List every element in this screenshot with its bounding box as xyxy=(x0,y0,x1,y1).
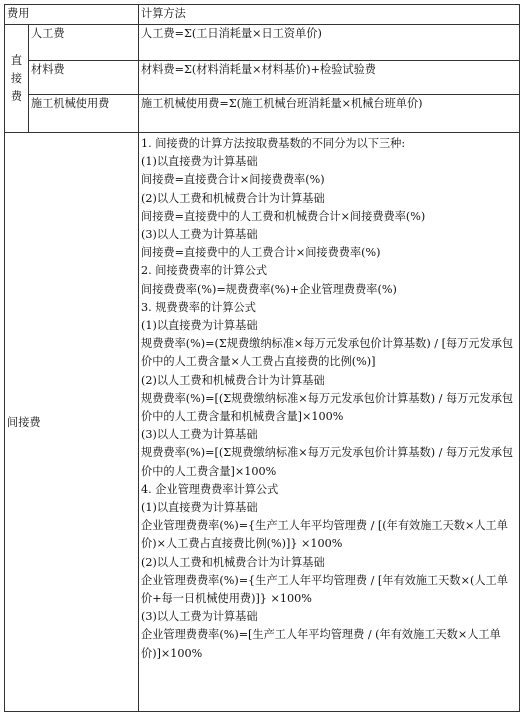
group-char: 费 xyxy=(10,89,23,103)
formula-line: 企业管理费费率(%)=[生产工人年平均管理费 / (年有效施工天数×人工单价)]×100% xyxy=(141,628,501,660)
formula-line: (1)以直接费为计算基础 xyxy=(141,155,258,169)
formula-line: 间接费=直接费中的人工费合计×间接费费率(%) xyxy=(141,246,381,260)
formula-line: (3)以人工费为计算基础 xyxy=(141,428,258,442)
row-name: 人工费 xyxy=(29,25,139,61)
formula-line: (1)以直接费为计算基础 xyxy=(141,501,258,515)
formula-line: 间接费费率(%)=规费费率(%)+企业管理费费率(%) xyxy=(141,282,397,296)
cost-table xyxy=(4,4,520,712)
row-formula: 人工费=Σ(工日消耗量×日工资单价) xyxy=(139,25,520,61)
formula-line: 4. 企业管理费费率计算公式 xyxy=(141,482,279,496)
formula-line: (2)以人工费和机械费合计为计算基础 xyxy=(141,373,325,387)
formula-line: 规费费率(%)=[(Σ规费缴纳标准×每万元发承包价计算基数) / 每万元发承包价中的人工费含量和机械费含量]×100% xyxy=(141,391,514,424)
formula-line: 规费费率(%)=(Σ规费缴纳标准×每万元发承包价计算基数) / [每万元发承包价中的人工费含量×人工费占直接费的比例(%)] xyxy=(141,337,514,369)
formula-line: 规费费率(%)=[(Σ规费缴纳标准×每万元发承包价计算基数) / 每万元发承包价中的人工费含量]×100% xyxy=(141,446,514,478)
indirect-name: 间接费 xyxy=(5,133,139,712)
group-char: 接 xyxy=(10,71,23,85)
header-cost: 费用 xyxy=(5,5,139,25)
formula-line: 1. 间接费的计算方法按取费基数的不同分为以下三种: xyxy=(141,137,406,150)
formula-line: 间接费=直接费中的人工费和机械费合计×间接费费率(%) xyxy=(141,209,426,223)
row-formula: 材料费=Σ(材料消耗量×材料基价)+检验试验费 xyxy=(139,61,520,95)
indirect-row xyxy=(5,133,520,712)
group-char: 直 xyxy=(10,53,23,67)
formula-line: 3. 规费费率的计算公式 xyxy=(141,300,256,314)
direct-row-machinery xyxy=(5,95,520,133)
row-name: 施工机械使用费 xyxy=(29,95,139,133)
formula-line: 企业管理费费率(%)={生产工人年平均管理费 / [年有效施工天数×(人工单价+每一日机械使用费)]} ×100% xyxy=(141,573,508,606)
formula-line: (3)以人工费为计算基础 xyxy=(141,610,258,624)
formula-line: (3)以人工费为计算基础 xyxy=(141,228,258,242)
direct-row-material xyxy=(5,61,520,95)
header-method: 计算方法 xyxy=(139,5,520,25)
indirect-formulas xyxy=(139,133,520,712)
header-row xyxy=(5,5,520,25)
formula-line: (1)以直接费为计算基础 xyxy=(141,319,258,333)
formula-line: 2. 间接费费率的计算公式 xyxy=(141,264,268,278)
formula-line: 企业管理费费率(%)={生产工人年平均管理费 / [(年有效施工天数×人工单价)×人工费占直接费比例(%)]} ×100% xyxy=(141,519,508,551)
direct-row-labor xyxy=(5,25,520,61)
row-name: 材料费 xyxy=(29,61,139,95)
formula-line: (2)以人工费和机械费合计为计算基础 xyxy=(141,191,325,205)
formula-line: 间接费=直接费合计×间接费费率(%) xyxy=(141,173,325,187)
row-formula: 施工机械使用费=Σ(施工机械台班消耗量×机械台班单价) xyxy=(139,95,520,133)
direct-cost-group-label xyxy=(5,25,29,133)
formula-line: (2)以人工费和机械费合计为计算基础 xyxy=(141,555,325,569)
